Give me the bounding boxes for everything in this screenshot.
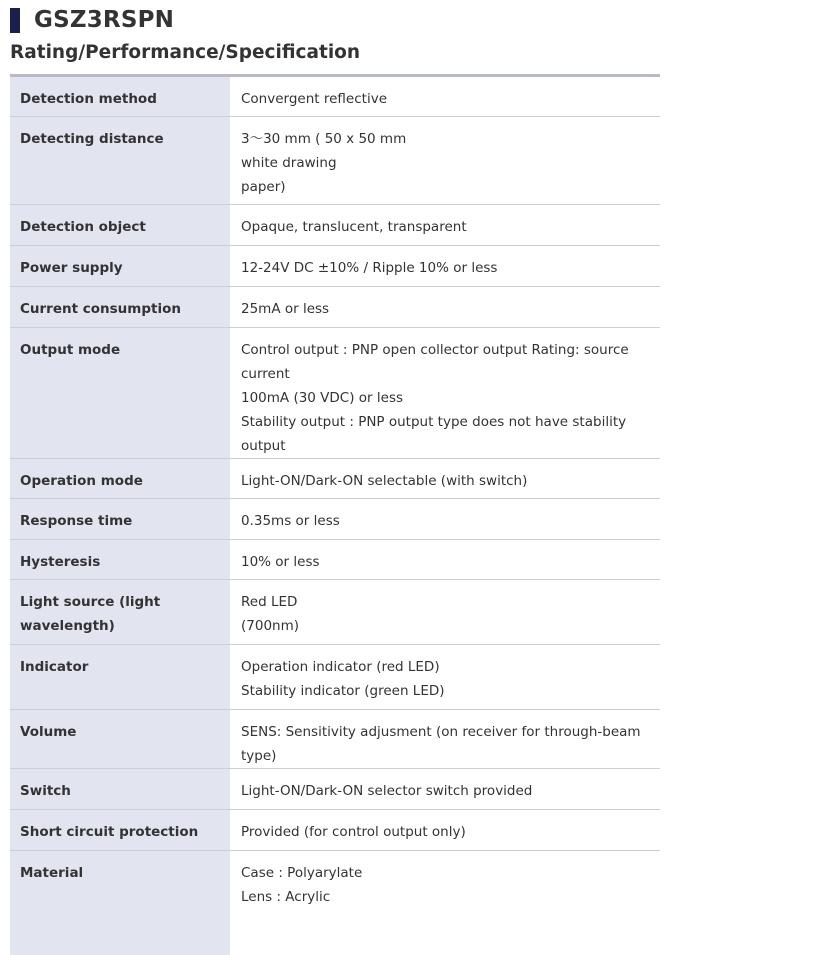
spec-value-line: 100mA (30 VDC) or less [241, 390, 404, 406]
spec-row [10, 540, 660, 580]
spec-value [230, 287, 660, 328]
spec-label: Detection object [10, 205, 230, 246]
spec-label: Power supply [10, 246, 230, 287]
spec-value [230, 499, 660, 540]
spec-table [10, 74, 660, 955]
product-title: GSZ3RSPN [34, 7, 175, 33]
spec-label: Hysteresis [10, 540, 230, 580]
spec-row [10, 328, 660, 459]
spec-row [10, 810, 660, 851]
spec-value-line: Light-ON/Dark-ON selectable (with switch) [241, 473, 528, 489]
spec-value-line: Convergent reflective [241, 91, 387, 107]
spec-value [230, 810, 660, 851]
spec-value [230, 710, 660, 769]
spec-value-line: 25mA or less [241, 301, 330, 317]
spec-row [10, 580, 660, 645]
spec-value-line: Operation indicator (red LED) [241, 659, 440, 675]
spec-value [230, 328, 660, 459]
spec-row [10, 459, 660, 499]
section-heading: Rating/Performance/Specification [10, 42, 361, 63]
spec-label: Light source (light wavelength) [10, 580, 230, 645]
spec-label: Output mode [10, 328, 230, 459]
spec-value-line: 3～30 mm ( 50 x 50 mm [241, 131, 407, 147]
spec-row [10, 499, 660, 540]
spec-value-line: 0.35ms or less [241, 513, 340, 529]
spec-value-line: Stability output : PNP output type does not have stability output [241, 414, 627, 454]
spec-label: Detecting distance [10, 117, 230, 205]
spec-value [230, 459, 660, 499]
spec-label: Response time [10, 499, 230, 540]
spec-label: Detection method [10, 76, 230, 117]
spec-label: Volume [10, 710, 230, 769]
spec-value [230, 540, 660, 580]
spec-row [10, 645, 660, 710]
spec-value-line: 10% or less [241, 554, 320, 570]
spec-value-line: (700nm) [241, 618, 300, 634]
spec-value [230, 205, 660, 246]
spec-label: Current consumption [10, 287, 230, 328]
title-accent-bar [10, 8, 20, 33]
spec-row [10, 117, 660, 205]
spec-value-line: SENS: Sensitivity adjusment (on receiver for through-beam type) [241, 724, 641, 764]
spec-label: Material [10, 851, 230, 955]
spec-label: Operation mode [10, 459, 230, 499]
spec-value [230, 580, 660, 645]
spec-row [10, 710, 660, 769]
spec-value-line: Light-ON/Dark-ON selector switch provided [241, 783, 533, 799]
spec-value [230, 851, 660, 955]
spec-value-line: paper) [241, 179, 286, 195]
spec-label: Short circuit protection [10, 810, 230, 851]
spec-table-body [10, 76, 660, 955]
spec-value [230, 246, 660, 287]
spec-value-line: Control output : PNP open collector output Rating: source current [241, 342, 629, 382]
spec-value [230, 769, 660, 810]
spec-value-line: Case : Polyarylate [241, 865, 363, 881]
spec-row [10, 76, 660, 117]
spec-row [10, 205, 660, 246]
spec-value-line: Opaque, translucent, transparent [241, 219, 467, 235]
product-title-row [10, 6, 174, 34]
spec-row [10, 246, 660, 287]
spec-value-line: Stability indicator (green LED) [241, 683, 445, 699]
spec-row [10, 851, 660, 955]
spec-value [230, 76, 660, 117]
spec-value [230, 117, 660, 205]
spec-row [10, 287, 660, 328]
spec-row [10, 769, 660, 810]
spec-value-line: Lens : Acrylic [241, 889, 331, 905]
spec-value-line: 12-24V DC ±10% / Ripple 10% or less [241, 260, 498, 276]
spec-label: Indicator [10, 645, 230, 710]
spec-value-line: Red LED [241, 594, 298, 610]
spec-value-line: Provided (for control output only) [241, 824, 466, 840]
spec-value-line: white drawing [241, 155, 337, 171]
spec-label: Switch [10, 769, 230, 810]
spec-value [230, 645, 660, 710]
